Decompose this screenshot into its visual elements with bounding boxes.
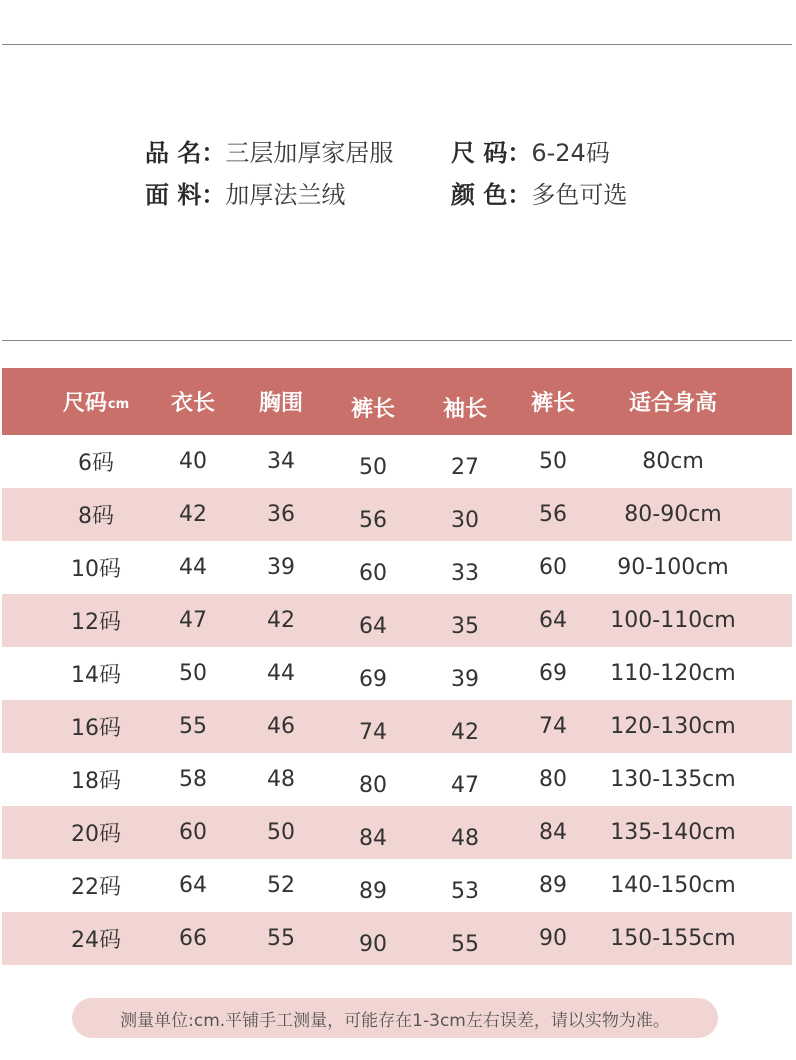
cell-pants-length-2: 74 [539, 714, 567, 739]
cell-sleeve: 55 [451, 932, 479, 957]
middle-divider [2, 340, 792, 341]
cell-chest: 46 [267, 714, 295, 739]
cell-size: 8码 [78, 504, 114, 529]
header-cell-pants-length-2: 裤长 [530, 391, 575, 416]
cell-pants-length-2: 80 [539, 767, 567, 792]
header-cell-size [50, 368, 142, 435]
info-value: 加厚法兰绒 [225, 181, 346, 209]
info-item-name [145, 132, 393, 174]
cell-pants-length-2: 64 [539, 608, 567, 633]
cell-height: 110-120cm [610, 661, 736, 686]
cell-chest: 48 [267, 767, 295, 792]
cell-sleeve: 48 [451, 826, 479, 851]
cell-pants-length-2: 50 [539, 449, 567, 474]
cell-length: 50 [179, 661, 207, 686]
table-row [2, 912, 792, 965]
cell-length: 60 [179, 820, 207, 845]
cell-size: 24码 [71, 928, 121, 953]
cell-pants-length: 56 [359, 508, 387, 533]
cell-size: 16码 [71, 716, 121, 741]
header-cell-height: 适合身高 [628, 391, 717, 416]
cell-height: 140-150cm [610, 873, 736, 898]
table-row [2, 541, 792, 594]
cell-sleeve: 35 [451, 614, 479, 639]
table-row [2, 700, 792, 753]
table-row [2, 647, 792, 700]
cell-size: 10码 [71, 557, 121, 582]
measurement-note: 测量单位:cm.平铺手工测量，可能存在1-3cm左右误差，请以实物为准。 [72, 998, 718, 1038]
cell-length: 44 [179, 555, 207, 580]
size-table [2, 368, 792, 965]
header-label: 尺码 [62, 391, 107, 416]
cell-sleeve: 47 [451, 773, 479, 798]
info-label: 品 名： [145, 139, 226, 167]
cell-length: 66 [179, 926, 207, 951]
header-cell-pants-length: 裤长 [350, 397, 395, 422]
cell-pants-length-2: 84 [539, 820, 567, 845]
cell-pants-length-2: 89 [539, 873, 567, 898]
info-item-color [451, 174, 627, 216]
cell-sleeve: 30 [451, 508, 479, 533]
table-row [2, 594, 792, 647]
top-divider [2, 44, 792, 45]
cell-sleeve: 33 [451, 561, 479, 586]
cell-height: 80cm [642, 449, 704, 474]
cell-length: 55 [179, 714, 207, 739]
cell-pants-length: 50 [359, 455, 387, 480]
cell-chest: 50 [267, 820, 295, 845]
info-value: 多色可选 [531, 181, 628, 209]
info-item-size [451, 132, 610, 174]
cell-chest: 52 [267, 873, 295, 898]
info-label: 面 料： [145, 181, 226, 209]
cell-chest: 55 [267, 926, 295, 951]
cell-size: 6码 [78, 451, 114, 476]
cell-height: 80-90cm [624, 502, 722, 527]
cell-chest: 36 [267, 502, 295, 527]
table-header [2, 368, 792, 435]
cell-pants-length-2: 60 [539, 555, 567, 580]
cell-height: 120-130cm [610, 714, 736, 739]
cell-length: 58 [179, 767, 207, 792]
info-item-fabric [145, 174, 345, 216]
cell-chest: 39 [267, 555, 295, 580]
table-row [2, 806, 792, 859]
cell-size: 18码 [71, 769, 121, 794]
cell-pants-length: 84 [359, 826, 387, 851]
cell-pants-length: 90 [359, 932, 387, 957]
cell-size: 22码 [71, 875, 121, 900]
table-row [2, 435, 792, 488]
cell-length: 40 [179, 449, 207, 474]
cell-pants-length: 69 [359, 667, 387, 692]
cell-height: 150-155cm [610, 926, 736, 951]
table-row [2, 859, 792, 912]
cell-height: 130-135cm [610, 767, 736, 792]
header-cell-sleeve: 袖长 [442, 397, 487, 422]
cell-pants-length: 89 [359, 879, 387, 904]
table-row [2, 488, 792, 541]
header-unit: cm [107, 397, 130, 412]
info-value: 6-24码 [531, 139, 610, 167]
cell-pants-length-2: 90 [539, 926, 567, 951]
cell-pants-length: 74 [359, 720, 387, 745]
cell-pants-length: 64 [359, 614, 387, 639]
cell-length: 64 [179, 873, 207, 898]
cell-sleeve: 42 [451, 720, 479, 745]
cell-height: 90-100cm [617, 555, 729, 580]
cell-pants-length: 60 [359, 561, 387, 586]
cell-sleeve: 27 [451, 455, 479, 480]
table-body [2, 435, 792, 965]
cell-size: 20码 [71, 822, 121, 847]
table-row [2, 753, 792, 806]
cell-length: 42 [179, 502, 207, 527]
info-label: 颜 色： [451, 181, 532, 209]
cell-length: 47 [179, 608, 207, 633]
cell-height: 135-140cm [610, 820, 736, 845]
info-value: 三层加厚家居服 [225, 139, 394, 167]
cell-chest: 34 [267, 449, 295, 474]
cell-size: 12码 [71, 610, 121, 635]
cell-chest: 42 [267, 608, 295, 633]
header-cell-chest: 胸围 [258, 391, 303, 416]
header-cell-length: 衣长 [170, 391, 215, 416]
cell-pants-length-2: 69 [539, 661, 567, 686]
cell-chest: 44 [267, 661, 295, 686]
cell-size: 14码 [71, 663, 121, 688]
cell-sleeve: 39 [451, 667, 479, 692]
info-label: 尺 码： [451, 139, 532, 167]
cell-pants-length-2: 56 [539, 502, 567, 527]
cell-sleeve: 53 [451, 879, 479, 904]
cell-height: 100-110cm [610, 608, 736, 633]
cell-pants-length: 80 [359, 773, 387, 798]
